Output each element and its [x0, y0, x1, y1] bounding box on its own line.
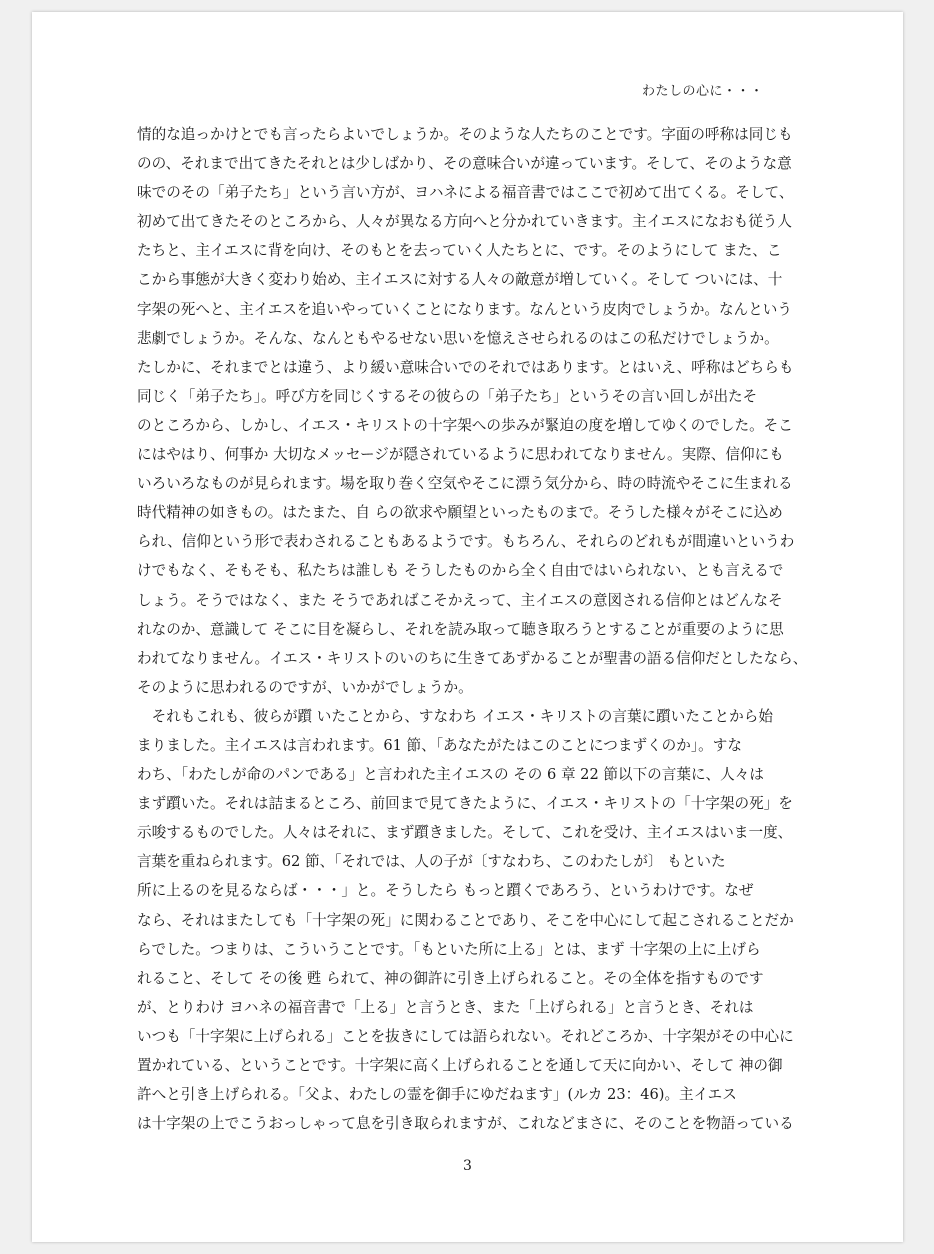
text-line: にはやはり、何事か 大切なメッセージが隠されているように思われてなりません。実際、信仰にも: [137, 446, 784, 464]
text-line: 字架の死へと、主イエスを追いやっていくことになります。なんという皮肉でしょうか。なんという: [137, 300, 792, 318]
text-line: 悲劇でしょうか。そんな、なんともやるせない思いを憶えさせられるのはこの私だけでしょうか。: [137, 329, 779, 347]
text-line: 時代精神の如きもの。はたまた、自 らの欲求や願望といったものまで。そうした様々がそこに込め: [137, 504, 783, 522]
text-line: 味でのその「弟子たち」という言い方が、ヨハネによる福音書ではここで初めて出てくる。そして、: [137, 184, 794, 202]
running-header: わたしの心に・・・: [642, 84, 764, 99]
text-line: こから事態が大きく変わり始め、主イエスに対する人々の敵意が増していく。そして ついには、十: [137, 271, 783, 289]
text-line: 言葉を重ねられます。62 節、「それでは、人の子が〔すなわち、このわたしが〕 もといた: [137, 853, 726, 871]
body-text: [137, 120, 807, 1138]
text-line: わち、「わたしが命のパンである」と言われた主イエスの その 6 章 22 節以下の言葉に、人々は: [137, 766, 764, 784]
document-page: [32, 12, 903, 1242]
text-line: まりました。主イエスは言われます。61 節、「あなたがたはこのことにつまずくのか」。すな: [137, 736, 742, 754]
text-line: れること、そして その後 甦 られて、神の御許に引き上げられること。その全体を指すものです: [137, 969, 764, 987]
text-line: 示唆するものでした。人々はそれに、まず躓きました。そして、これを受け、主イエスはいま一度、: [137, 824, 793, 842]
text-line: らでした。つまりは、こういうことです。「もといた所に上る」とは、まず 十字架の上に上げら: [137, 940, 761, 958]
text-line: まず躓いた。それは詰まるところ、前回まで見てきたように、イエス・キリストの「十字架の死」を: [137, 795, 793, 813]
text-line: のの、それまで出てきたそれとは少しばかり、その意味合いが違っています。そして、そのような意: [137, 155, 792, 173]
text-line: たちと、主イエスに背を向け、そのもとを去っていく人たちとに、です。そのようにして また、こ: [137, 242, 782, 260]
text-line: のところから、しかし、イエス・キリストの十字架への歩みが緊迫の度を増してゆくのでした。そこ: [137, 416, 793, 434]
text-line: 許へと引き上げられる。「父よ、わたしの霊を御手にゆだねます」(ルカ 23：46)。主イエス: [137, 1086, 737, 1104]
text-line: 初めて出てきたそのところから、人々が異なる方向へと分かれていきます。主イエスになおも従う人: [137, 213, 792, 231]
text-line: 置かれている、ということです。十字架に高く上げられることを通して天に向かい、そして 神の御: [137, 1057, 783, 1074]
text-line: しょう。そうではなく、また そうであればこそかえって、主イエスの意図される信仰とはどんなそ: [137, 591, 783, 609]
text-line: われてなりません。イエス・キリストのいのちに生きてあずかることが聖書の語る信仰だとしたなら、: [137, 649, 808, 667]
text-line: 同じく「弟子たち」。呼び方を同じくするその彼らの「弟子たち」というその言い回しが出たそ: [137, 387, 758, 405]
text-line: そのように思われるのですが、いかがでしょうか。: [137, 678, 473, 696]
page-number: 3: [463, 1158, 472, 1174]
text-line: は十字架の上でこうおっしゃって息を引き取られますが、これなどまさに、そのことを物語っている: [137, 1115, 794, 1133]
text-line: れなのか、意識して そこに目を凝らし、それを読み取って聴き取ろうとすることが重要のように思: [137, 620, 784, 638]
text-line: られ、信仰という形で表わされることもあるようです。もちろん、それらのどれもが間違いというわ: [137, 533, 795, 551]
text-line: なら、それはまたしても「十字架の死」に関わることであり、そこを中心にして起こされることだか: [137, 911, 794, 929]
text-line: 所に上るのを見るならば・・・」と。そうしたら もっと躓くであろう、というわけです。なぜ: [137, 882, 754, 900]
text-line: それもこれも、彼らが躓 いたことから、すなわち イエス・キリストの言葉に躓いたことから始: [137, 707, 773, 725]
text-line: が、とりわけ ヨハネの福音書で「上る」と言うとき、また「上げられる」と言うとき、それは: [137, 998, 754, 1016]
text-line: たしかに、それまでとは違う、より緩い意味合いでのそれではあります。とはいえ、呼称はどちらも: [137, 358, 794, 376]
text-line: いつも「十字架に上げられる」ことを抜きにしては語られない。それどころか、十字架がその中心に: [137, 1027, 794, 1045]
text-line: けでもなく、そもそも、私たちは誰しも そうしたものから全く自由ではいられない、とも言えるで: [137, 562, 784, 580]
text-line: いろいろなものが見られます。場を取り巻く空気やそこに漂う気分から、時の時流やそこに生まれる: [137, 475, 793, 493]
text-line: 情的な追っかけとでも言ったらよいでしょうか。そのような人たちのことです。字面の呼称は同じも: [137, 126, 793, 143]
